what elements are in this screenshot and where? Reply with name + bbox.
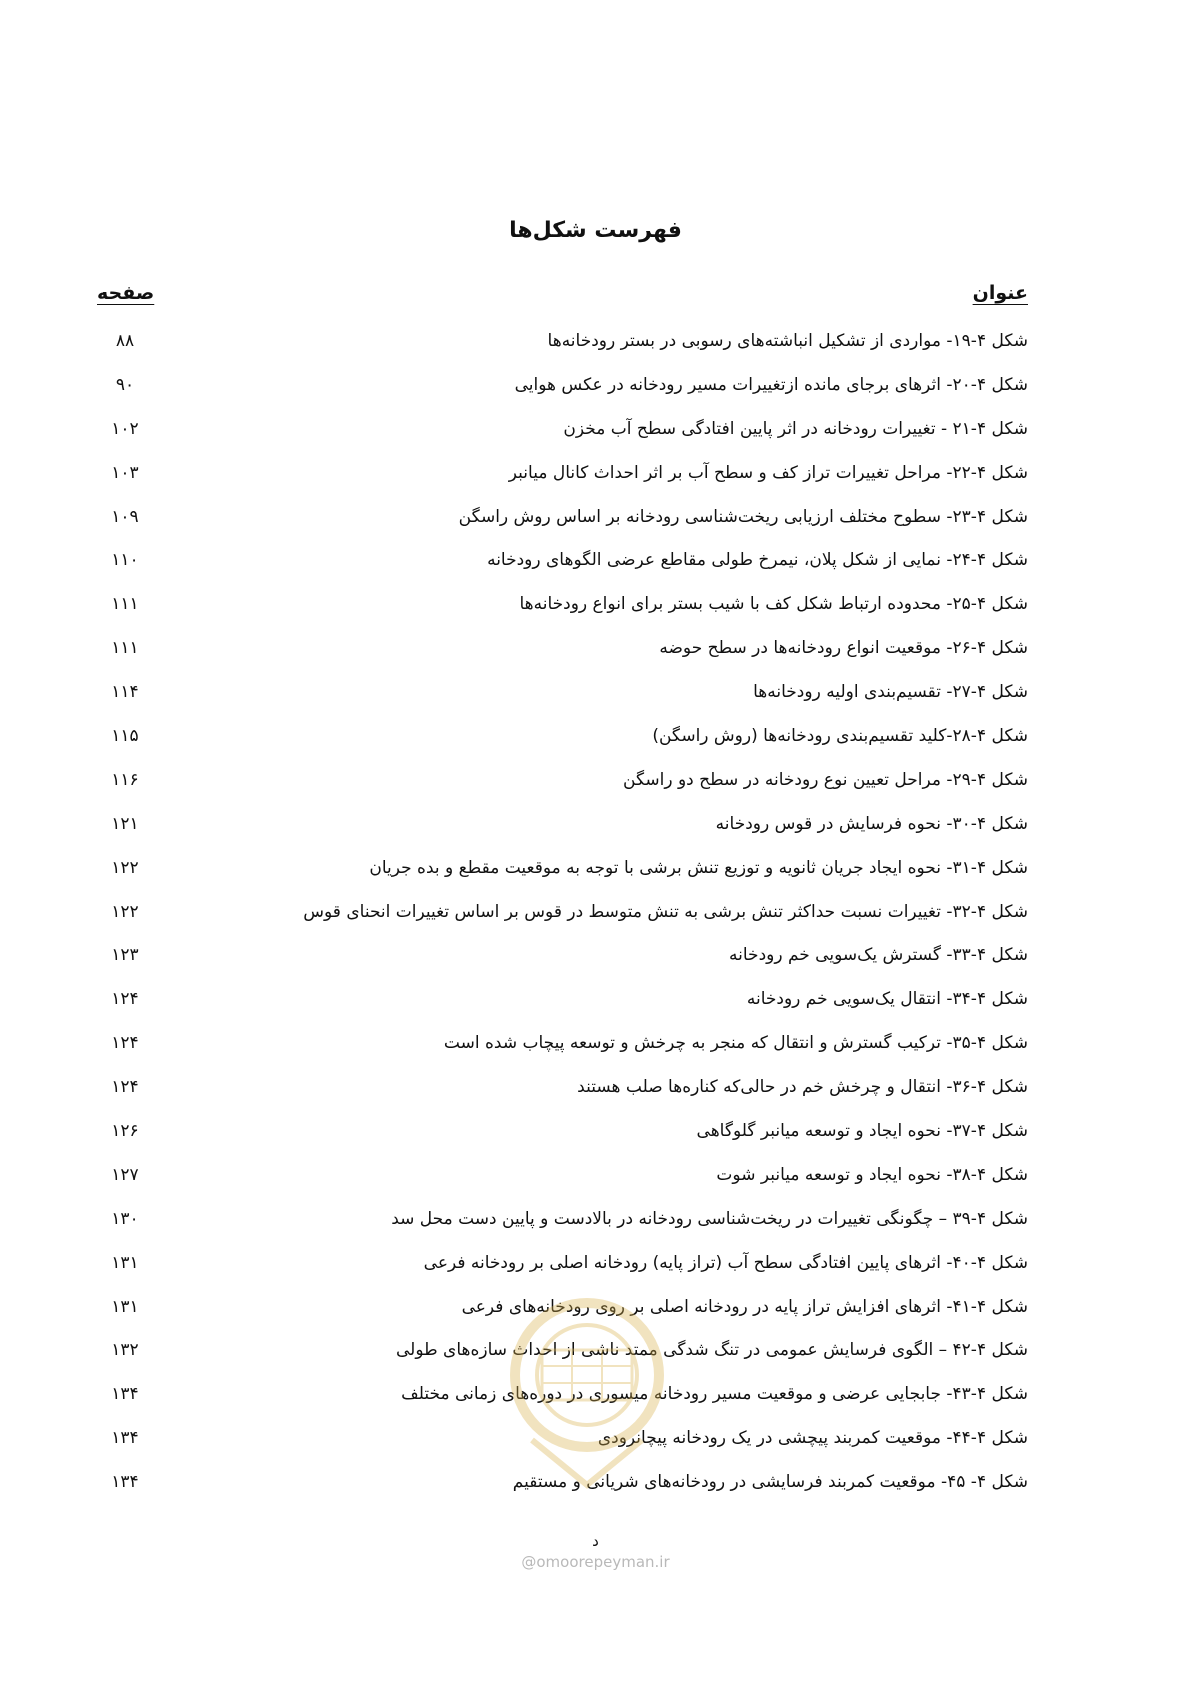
page-number: ۱۲۲ — [111, 901, 139, 922]
list-item — [80, 496, 1028, 540]
figure-caption: شکل ۴-۲۶- موقعیت انواع رودخانه‌ها در سطح حوضه — [659, 638, 1028, 659]
page-number: ۱۲۷ — [111, 1164, 139, 1185]
page-number: ۱۲۱ — [111, 813, 139, 834]
page-number: ۱۳۲ — [111, 1340, 139, 1361]
page-number: ۱۳۴ — [111, 1384, 139, 1405]
page-number: ۱۱۱ — [111, 638, 139, 659]
page-number: ۱۰۳ — [111, 462, 139, 483]
list-item — [80, 759, 1028, 803]
list-item — [80, 1066, 1028, 1110]
figure-caption: شکل ۴-۳۳- گسترش یک‌سویی خم رودخانه — [729, 945, 1028, 966]
page-number: ۸۸ — [115, 331, 135, 351]
page-number: ۱۱۶ — [111, 769, 139, 790]
figure-caption: شکل ۴-۴۳- جابجایی عرضی و موقعیت مسیر رودخانه میسوری در دوره‌های زمانی مختلف — [401, 1384, 1028, 1405]
page-number: ۱۲۴ — [111, 989, 139, 1010]
gear-seal-logo-icon — [482, 1280, 692, 1520]
list-item — [80, 320, 1028, 364]
page-number: ۱۰۲ — [111, 418, 139, 439]
page-number: ۱۱۵ — [111, 726, 139, 747]
figure-caption: شکل ۴-۳۹ – چگونگی تغییرات در ریخت‌شناسی رودخانه در بالادست و پایین دست محل سد — [391, 1208, 1028, 1229]
list-item — [80, 803, 1028, 847]
watermark-text: @omoorepeyman.ir — [521, 1553, 670, 1571]
column-header-page: صفحه — [97, 282, 155, 304]
page-number: ۱۳۱ — [111, 1296, 139, 1317]
page-number: ۱۳۴ — [111, 1428, 139, 1449]
figure-caption: شکل ۴-۳۶- انتقال و چرخش خم در حالی‌که کناره‌ها صلب هستند — [577, 1077, 1028, 1098]
list-item — [80, 671, 1028, 715]
list-item — [80, 715, 1028, 759]
list-item — [80, 978, 1028, 1022]
column-header-title: عنوان — [972, 282, 1028, 304]
page-number: ۱۲۴ — [111, 1033, 139, 1054]
figure-caption: شکل ۴-۳۲- تغییرات نسبت حداکثر تنش برشی به تنش متوسط در قوس بر اساس تغییرات انحنای قوس — [303, 901, 1028, 922]
page-title: فهرست شکل‌ها — [509, 218, 682, 243]
figure-caption: شکل ۴-۴۲ – الگوی فرسایش عمومی در تنگ شدگی ممتد ناشی از احداث سازه‌های طولی — [395, 1340, 1028, 1361]
list-item — [80, 364, 1028, 408]
figure-caption: شکل ۴-۲۳- سطوح مختلف ارزیابی ریخت‌شناسی رودخانه بر اساس روش راسگن — [458, 506, 1028, 527]
list-item — [80, 408, 1028, 452]
figure-caption: شکل ۴-۲۷- تقسیم‌بندی اولیه رودخانه‌ها — [753, 682, 1028, 703]
list-item — [80, 1110, 1028, 1154]
figure-caption: شکل ۴- ۴۵- موقعیت کمربند فرسایشی در رودخانه‌های شریانی و مستقیم — [512, 1472, 1028, 1493]
page-number: ۱۲۳ — [111, 945, 139, 966]
list-item — [80, 1022, 1028, 1066]
list-item — [80, 627, 1028, 671]
page-number: ۱۳۴ — [111, 1472, 139, 1493]
figure-caption: شکل ۴-۲۲- مراحل تغییرات تراز کف و سطح آب بر اثر احداث کانال میانبر — [508, 462, 1028, 483]
figure-caption: شکل ۴-۳۰- نحوه فرسایش در قوس رودخانه — [715, 813, 1028, 834]
page-number: ۱۳۰ — [111, 1208, 139, 1229]
figure-caption: شکل ۴-۲۵- محدوده ارتباط شکل کف با شیب بستر برای انواع رودخانه‌ها — [519, 594, 1028, 615]
figure-caption: شکل ۴-۲۸-کلید تقسیم‌بندی رودخانه‌ها (روش راسگن) — [652, 726, 1028, 747]
list-item — [80, 1198, 1028, 1242]
page-number: ۱۱۴ — [111, 682, 139, 703]
figure-caption: شکل ۴-۳۴- انتقال یک‌سویی خم رودخانه — [746, 989, 1028, 1010]
page-folio: د — [592, 1532, 599, 1550]
list-item — [80, 583, 1028, 627]
page-number: ۹۰ — [115, 374, 135, 395]
page-number: ۱۲۶ — [111, 1121, 139, 1142]
page-number: ۱۱۰ — [111, 550, 139, 571]
figure-caption: شکل ۴-۲۰- اثرهای برجای مانده ازتغییرات مسیر رودخانه در عکس هوایی — [514, 374, 1028, 395]
figure-caption: شکل ۴-۳۱- نحوه ایجاد جریان ثانویه و توزیع تنش برشی با توجه به موقعیت مقطع و بده جریان — [369, 857, 1028, 878]
figure-caption: شکل ۴-۴۰- اثرهای پایین افتادگی سطح آب (تراز پایه) رودخانه اصلی بر رودخانه فرعی — [423, 1252, 1028, 1273]
figure-caption: شکل ۴-۳۷- نحوه ایجاد و توسعه میانبر گلوگاهی — [696, 1121, 1028, 1142]
figure-caption: شکل ۴-۱۹- مواردی از تشکیل انباشته‌های رسوبی در بستر رودخانه‌ها — [547, 331, 1028, 351]
list-item — [80, 847, 1028, 891]
list-item — [80, 452, 1028, 496]
figure-caption: شکل ۴-۴۱- اثرهای افزایش تراز پایه در رودخانه اصلی بر روی رودخانه‌های فرعی — [461, 1296, 1028, 1317]
figure-caption: شکل ۴-۲۴- نمایی از شکل پلان، نیمرخ طولی مقاطع عرضی الگوهای رودخانه — [487, 550, 1028, 571]
page-number: ۱۱۱ — [111, 594, 139, 615]
list-item — [80, 1242, 1028, 1286]
figure-caption: شکل ۴-۳۸- نحوه ایجاد و توسعه میانبر شوت — [716, 1164, 1028, 1185]
figure-caption: شکل ۴-۲۱ - تغییرات رودخانه در اثر پایین افتادگی سطح آب مخزن — [563, 418, 1028, 439]
page-number: ۱۳۱ — [111, 1252, 139, 1273]
figure-caption: شکل ۴-۳۵- ترکیب گسترش و انتقال که منجر به چرخش و توسعه پیچاب شده است — [443, 1033, 1028, 1054]
list-item — [80, 539, 1028, 583]
figure-caption: شکل ۴-۴۴- موقعیت کمربند پیچشی در یک رودخانه پیچانرودی — [597, 1428, 1028, 1449]
list-item — [80, 891, 1028, 935]
list-item — [80, 1154, 1028, 1198]
list-item — [80, 934, 1028, 978]
page-number: ۱۲۴ — [111, 1077, 139, 1098]
figure-caption: شکل ۴-۲۹- مراحل تعیین نوع رودخانه در سطح دو راسگن — [623, 769, 1028, 790]
page-number: ۱۲۲ — [111, 857, 139, 878]
page-number: ۱۰۹ — [111, 506, 139, 527]
